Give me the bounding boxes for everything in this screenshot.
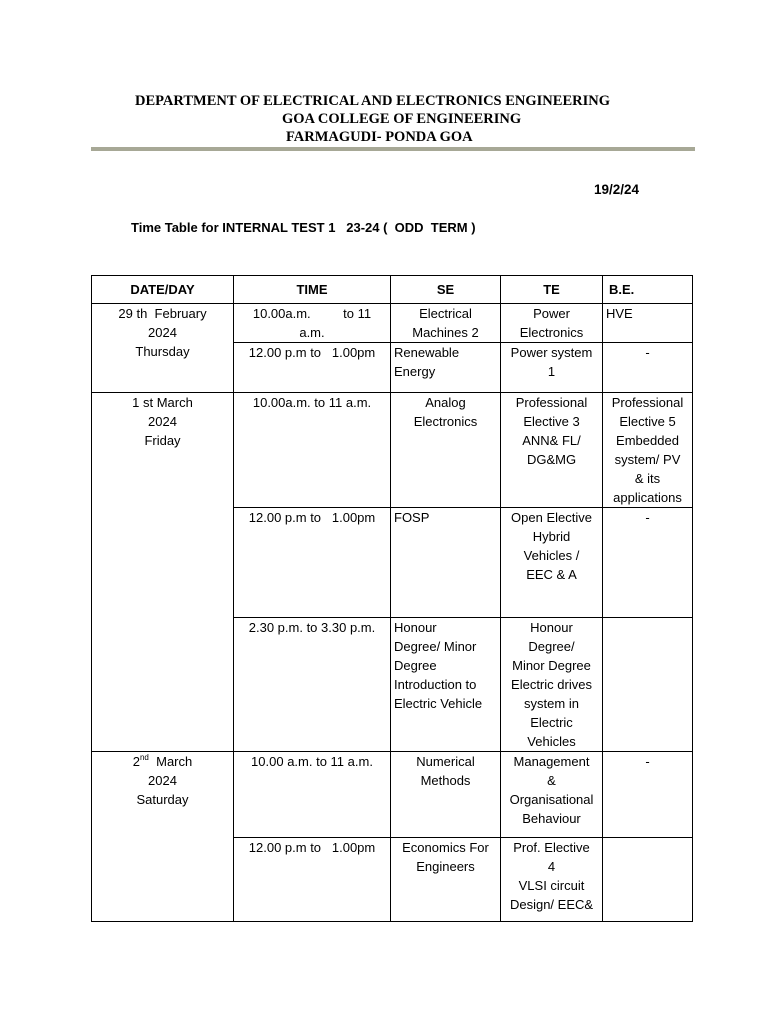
date-cell — [92, 752, 234, 922]
te-cell: Open Elective Hybrid Vehicles / EEC & A — [501, 508, 603, 618]
date-weekday: Friday — [144, 433, 181, 448]
table-row — [92, 304, 693, 343]
be-cell — [603, 618, 693, 752]
column-header-date: DATE/DAY — [92, 276, 234, 304]
te-cell: Professional Elective 3 ANN& FL/ DG&MG — [501, 393, 603, 508]
date-day — [95, 752, 230, 771]
te-cell: Management & Organisational Behaviour — [501, 752, 603, 838]
table-row — [92, 393, 693, 508]
te-cell: Power Electronics — [501, 304, 603, 343]
date-day-number: 2 — [132, 754, 140, 769]
date-month: March — [148, 754, 193, 769]
college-name: GOA COLLEGE OF ENGINEERING — [282, 111, 522, 127]
te-cell: Honour Degree/ Minor Degree Electric drives system in Electric Vehicles — [501, 618, 603, 752]
se-cell: Electrical Machines 2 — [391, 304, 501, 343]
date-day-suffix: nd — [139, 752, 149, 762]
header-divider — [91, 147, 695, 151]
column-header-be: B.E. — [603, 276, 693, 304]
college-location: FARMAGUDI- PONDA GOA — [286, 129, 473, 145]
column-header-te: TE — [501, 276, 603, 304]
se-cell: Renewable Energy — [391, 343, 501, 393]
date-day: 29 th February — [118, 306, 207, 321]
time-cell: 10.00a.m. to 11 a.m. — [234, 304, 391, 343]
column-header-se: SE — [391, 276, 501, 304]
timetable-title: Time Table for INTERNAL TEST 1 23-24 ( ODD TERM ) — [131, 220, 476, 235]
table-row — [92, 752, 693, 838]
be-cell: - — [603, 343, 693, 393]
se-cell: Economics For Engineers — [391, 838, 501, 922]
te-cell: Power system 1 — [501, 343, 603, 393]
column-header-time: TIME — [234, 276, 391, 304]
department-name: DEPARTMENT OF ELECTRICAL AND ELECTRONICS ENGINEERING — [135, 93, 610, 109]
date-year: 2024 — [148, 325, 177, 340]
be-cell: HVE — [603, 304, 693, 343]
be-cell: Professional Elective 5 Embedded system/ PV & its applications — [603, 393, 693, 508]
time-cell: 12.00 p.m to 1.00pm — [234, 343, 391, 393]
be-cell: - — [603, 752, 693, 838]
be-cell — [603, 838, 693, 922]
document-date: 19/2/24 — [594, 182, 640, 197]
date-weekday: Thursday — [135, 344, 190, 359]
timetable — [91, 275, 693, 922]
se-cell: FOSP — [391, 508, 501, 618]
date-cell — [92, 304, 234, 393]
time-cell: 12.00 p.m to 1.00pm — [234, 508, 391, 618]
date-year: 2024 — [148, 773, 177, 788]
be-cell: - — [603, 508, 693, 618]
se-cell: Honour Degree/ Minor Degree Introduction to Electric Vehicle — [391, 618, 501, 752]
date-cell — [92, 393, 234, 752]
date-day: 1 st March — [132, 395, 193, 410]
se-cell: Numerical Methods — [391, 752, 501, 838]
time-cell: 10.00a.m. to 11 a.m. — [234, 393, 391, 508]
time-cell: 10.00 a.m. to 11 a.m. — [234, 752, 391, 838]
time-cell: 12.00 p.m to 1.00pm — [234, 838, 391, 922]
te-cell: Prof. Elective 4 VLSI circuit Design/ EEC& — [501, 838, 603, 922]
se-cell: Analog Electronics — [391, 393, 501, 508]
date-year: 2024 — [148, 414, 177, 429]
date-weekday: Saturday — [136, 792, 189, 807]
table-header-row — [92, 276, 693, 304]
time-cell: 2.30 p.m. to 3.30 p.m. — [234, 618, 391, 752]
